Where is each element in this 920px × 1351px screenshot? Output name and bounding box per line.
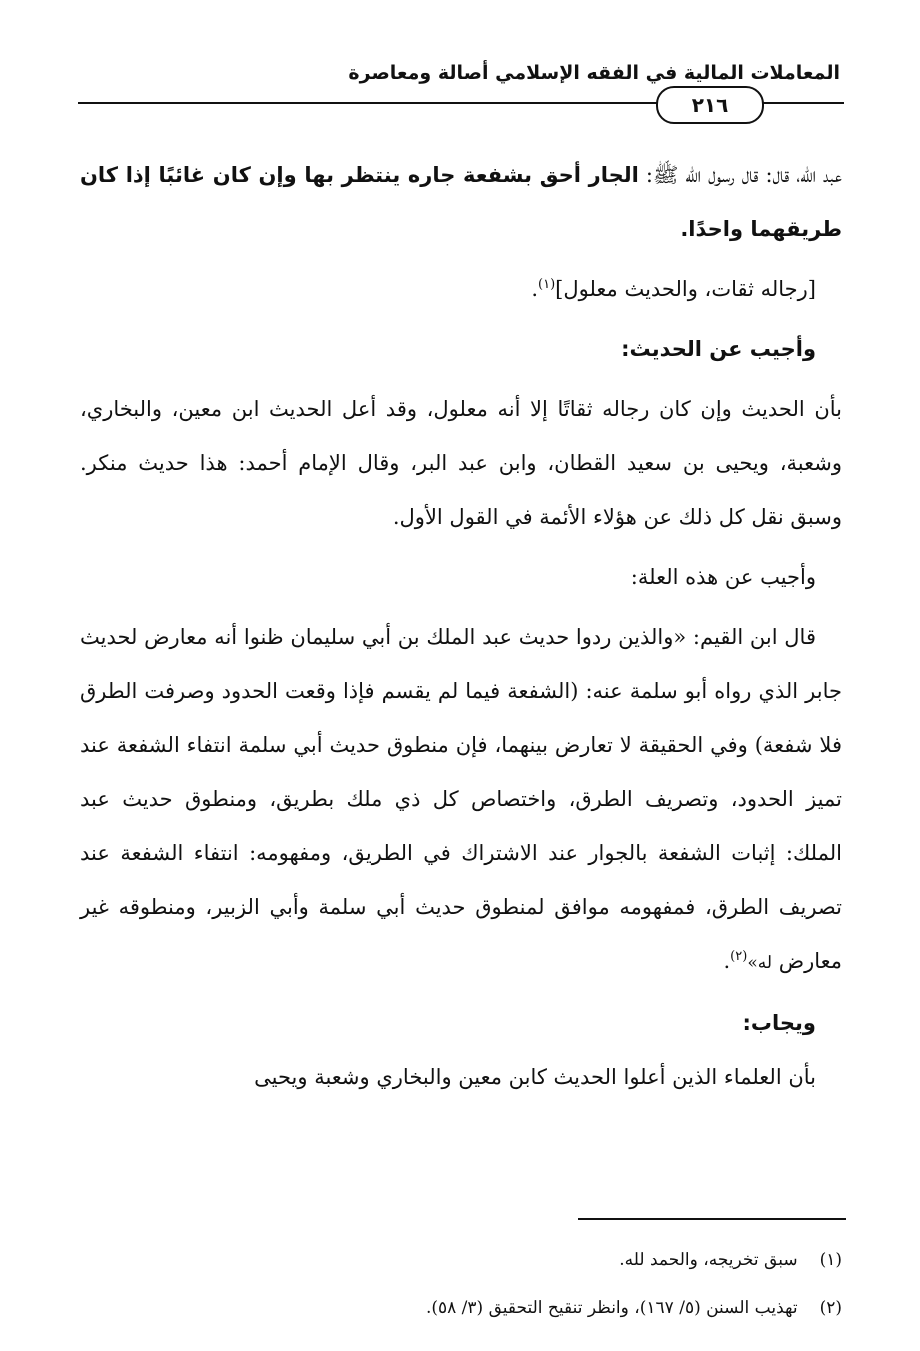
footnotes (80, 1236, 842, 1332)
heading-reply-2: وأجيب عن هذه العلة: (630, 565, 816, 589)
paragraph-answer: بأن العلماء الذين أعلوا الحديث كابن معين والبخاري وشعبة ويحيى (254, 1065, 816, 1089)
quote-end-word: له» (747, 953, 773, 973)
footnote-1 (80, 1236, 842, 1284)
running-header-title: المعاملات المالية في الفقه الإسلامي أصالة ومعاصرة (348, 62, 840, 84)
paragraph-ibn-qayyim (80, 610, 842, 990)
body-text (80, 148, 842, 1104)
hadith-lead: عبد الله، قال: قال رسول الله ﷺ: (638, 163, 842, 187)
quote-tail: . (723, 949, 731, 973)
paragraph-grading (80, 262, 842, 316)
ibn-qayyim-quote: قال ابن القيم: «والذين ردوا حديث عبد الملك بن أبي سليمان ظنوا أنه معارض لحديث جابر الذي رواه أبو سلمة عنه: (الشفعة فيما لم يقسم فإذا وقعت الحدود وصرفت الطرق فلا شفعة) وفي الحقيقة لا تعارض بينهما، فإن منطوق حديث أبي سلمة انتفاء الشفعة عند تميز الحدود، وتصريف الطرق، واختصاص كل ذي ملك بطريق، ومنطوق حديث عبد الملك: إثبات الشفعة بالجوار عند الاشتراك في الطريق، ومفهومه: انتفاء الشفعة عند تصريف الطرق، فمفهومه موافق لمنطوق حديث أبي سلمة وأبي الزبير، ومنطوقه غير معارض (80, 625, 842, 973)
paragraph-hadith (80, 148, 842, 256)
heading-answer-text: ويجاب: (742, 1011, 816, 1035)
page-number: ٢١٦ (656, 86, 764, 124)
grading-tail: . (531, 277, 538, 301)
footnote-1-number: (١) (819, 1250, 842, 1270)
hadith-text: الجار أحق بشفعة جاره ينتظر بها وإن كان غائبًا إذا كان طريقهما واحدًا. (80, 163, 842, 241)
footnote-rule (578, 1218, 846, 1220)
footnote-2-text: تهذيب السنن (٥/ ١٦٧)، وانظر تنقيح التحقيق (٣/ ٥٨). (425, 1298, 798, 1318)
footnote-ref-2: (٢) (730, 949, 748, 964)
heading-reply-1 (80, 322, 842, 376)
paragraph-illah: بأن الحديث وإن كان رجاله ثقاتًا إلا أنه معلول، وقد أعل الحديث ابن معين، والبخاري، وشعبة، ويحيى بن سعيد القطان، وابن عبد البر، وقال الإمام أحمد: هذا حديث منكر. وسبق نقل كل ذلك عن هؤلاء الأئمة في القول الأول. (80, 397, 842, 529)
heading-answer (80, 996, 842, 1050)
grading-text: [رجاله ثقات، والحديث معلول] (555, 277, 816, 301)
footnote-1-text: سبق تخريجه، والحمد لله. (619, 1250, 798, 1270)
footnote-2-number: (٢) (819, 1298, 842, 1318)
heading-reply-1-text: وأجيب عن الحديث: (621, 337, 816, 361)
footnote-ref-1: (١) (538, 277, 556, 292)
footnote-2 (80, 1284, 842, 1332)
